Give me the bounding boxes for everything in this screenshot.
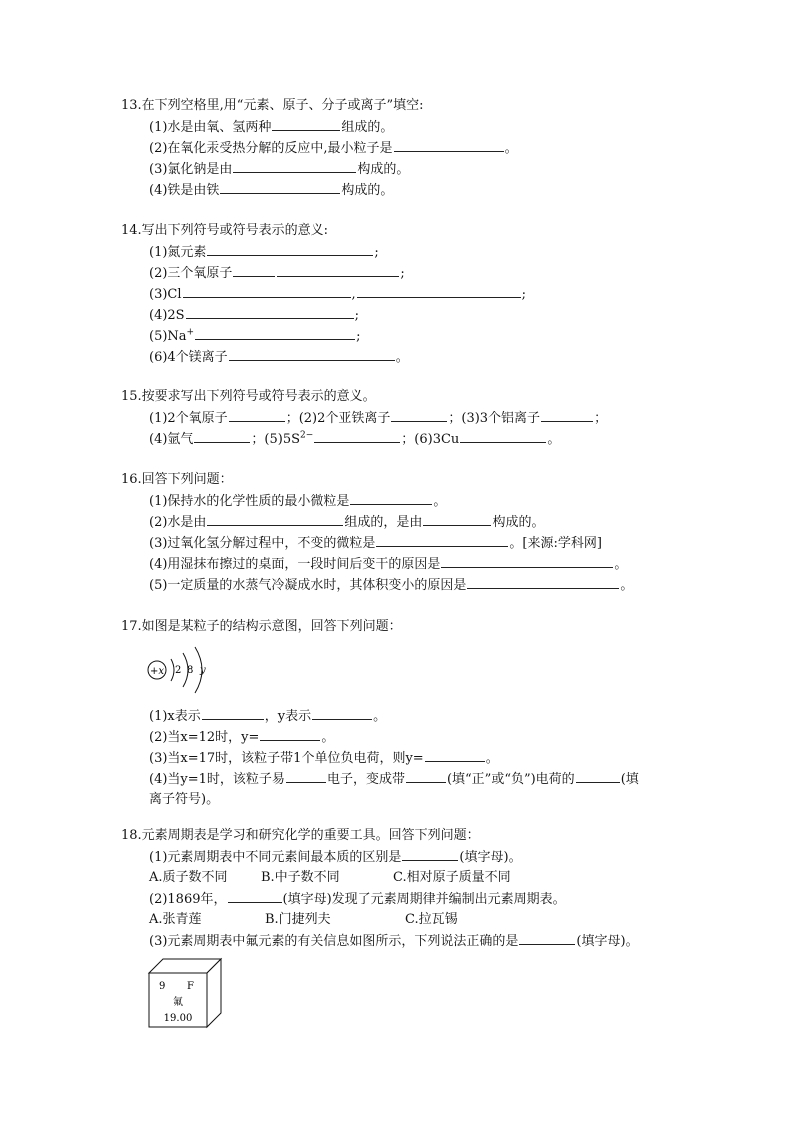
shell1-electron-count: 2 — [175, 665, 182, 676]
element-atomic-mass: 19.00 — [163, 1013, 193, 1024]
q17-blank6[interactable] — [406, 768, 446, 783]
question-17 — [121, 616, 711, 810]
q14-part6: (6)4个镁离子 。 — [121, 346, 711, 367]
q18-blank1[interactable] — [402, 846, 458, 861]
q18-part2: (2)1869年， (填字母)发现了元素周期律并编制出元素周期表。 — [121, 888, 711, 909]
q17-blank5[interactable] — [286, 768, 326, 783]
q17-part1: (1)x表示 ，y表示 。 — [121, 705, 711, 726]
q18-option1-b[interactable]: B.中子数不同 — [261, 870, 340, 885]
atom-structure-diagram-svg — [145, 637, 255, 703]
q13-blank1[interactable] — [272, 116, 340, 131]
q18-options2 — [121, 909, 711, 930]
q16-blank5[interactable] — [441, 553, 613, 568]
q18-blank2[interactable] — [228, 888, 282, 903]
q18-option2-c[interactable]: C.拉瓦锡 — [405, 912, 458, 927]
q17-part3: (3)当x=17时，该粒子带1个单位负电荷，则y= 。 — [121, 747, 711, 768]
element-atomic-number: 9 — [159, 981, 166, 992]
q13-blank2[interactable] — [394, 137, 504, 152]
q18-option2-a[interactable]: A.张青莲 — [149, 912, 202, 927]
q15-blank6[interactable] — [460, 428, 546, 443]
element-symbol: F — [187, 981, 194, 992]
q17-part2: (2)当x=12时，y= 。 — [121, 726, 711, 747]
q18-title: 18.元素周期表是学习和研究化学的重要工具。回答下列问题： — [121, 828, 480, 843]
fluorine-element-cell — [121, 951, 711, 1038]
q14-title: 14.写出下列符号或符号表示的意义: — [121, 223, 329, 238]
q17-blank1[interactable] — [202, 705, 264, 720]
q15-blank5[interactable] — [314, 428, 400, 443]
q18-option1-c[interactable]: C.相对原子质量不同 — [393, 870, 511, 885]
q17-blank7[interactable] — [576, 768, 620, 783]
q16-part2: (2)水是由 组成的，是由 构成的。 — [121, 511, 711, 532]
q14-blank3b[interactable] — [357, 283, 521, 298]
q16-blank6[interactable] — [467, 574, 619, 589]
q18-option2-b[interactable]: B.门捷列夫 — [265, 912, 331, 927]
q16-part3: (3)过氧化氢分解过程中，不变的微粒是 。[来源:学科网] — [121, 532, 711, 553]
q14-blank4[interactable] — [186, 304, 354, 319]
question-16 — [121, 469, 711, 595]
q16-title: 16.回答下列问题： — [121, 472, 233, 487]
q15-blank4[interactable] — [194, 428, 250, 443]
q13-title: 13.在下列空格里,用“元素、原子、分子或离子”填空: — [121, 98, 424, 113]
q14-blank2b[interactable] — [277, 262, 399, 277]
shell2-electron-count: 8 — [187, 665, 194, 676]
question-15 — [121, 386, 711, 449]
q18-part3: (3)元素周期表中氟元素的有关信息如图所示，下列说法正确的是 (填字母)。 — [121, 930, 711, 951]
q15-blank3[interactable] — [541, 407, 593, 422]
q17-part4: (4)当y=1时，该粒子易 电子，变成带 (填“正”或“负”)电荷的 (填 — [121, 768, 711, 789]
q16-blank3[interactable] — [423, 511, 491, 526]
q13-part3: (3)氯化钠是由 构成的。 — [121, 158, 711, 179]
q14-part1: (1)氮元素 ; — [121, 241, 711, 262]
q13-part1: (1)水是由氧、氢两种 组成的。 — [121, 116, 711, 137]
q17-blank4[interactable] — [425, 747, 485, 762]
q16-blank4[interactable] — [376, 532, 508, 547]
fluorine-element-cell-svg — [145, 955, 225, 1031]
q14-blank6[interactable] — [229, 346, 395, 361]
q13-part4: (4)铁是由铁 构成的。 — [121, 179, 711, 200]
q16-part1: (1)保持水的化学性质的最小微粒是 。 — [121, 490, 711, 511]
shell3-electron-count: y — [200, 665, 206, 676]
question-13 — [121, 95, 711, 200]
q17-blank3[interactable] — [260, 726, 320, 741]
q15-blank2[interactable] — [391, 407, 447, 422]
q17-blank2[interactable] — [312, 705, 372, 720]
q18-part1: (1)元素周期表中不同元素间最本质的区别是 (填字母)。 — [121, 846, 711, 867]
q15-row1: (1)2个氧原子 ；(2)2个亚铁离子 ；(3)3个铝离子 ； — [121, 407, 711, 428]
q13-blank3[interactable] — [233, 158, 356, 173]
q15-title: 15.按要求写出下列符号或符号表示的意义。 — [121, 389, 376, 404]
q16-part5: (5)一定质量的水蒸气冷凝成水时，其体积变小的原因是 。 — [121, 574, 711, 595]
question-14 — [121, 220, 711, 367]
q14-blank5[interactable] — [195, 325, 355, 340]
q14-blank2a[interactable] — [233, 262, 275, 277]
nucleus-charge-label: +x — [149, 666, 165, 677]
q17-part4-cont: 离子符号)。 — [149, 792, 220, 807]
q14-part2: (2)三个氧原子 ; — [121, 262, 711, 283]
q16-blank1[interactable] — [350, 490, 432, 505]
q17-title: 17.如图是某粒子的结构示意图，回答下列问题： — [121, 619, 402, 634]
q14-blank3a[interactable] — [183, 283, 351, 298]
q14-part5: (5)Na+ ; — [121, 325, 711, 346]
q18-blank3[interactable] — [519, 930, 575, 945]
shell-arc-1 — [171, 659, 174, 681]
q16-blank2[interactable] — [207, 511, 343, 526]
q15-blank1[interactable] — [229, 407, 285, 422]
q15-row2: (4)氩气 ；$(5)5S^{2-}$ ；(6)3Cu 。 — [121, 428, 711, 449]
atom-structure-diagram — [121, 637, 711, 705]
q14-blank1[interactable] — [207, 241, 373, 256]
q18-options1 — [121, 867, 711, 888]
q13-blank4[interactable] — [220, 179, 340, 194]
q13-part2: (2)在氧化汞受热分解的反应中,最小粒子是 。 — [121, 137, 711, 158]
q16-part4: (4)用湿抹布擦过的桌面，一段时间后变干的原因是 。 — [121, 553, 711, 574]
q14-part4: (4)2S ; — [121, 304, 711, 325]
q14-part3: (3)Cl , ; — [121, 283, 711, 304]
element-name: 氟 — [173, 997, 183, 1008]
question-18 — [121, 825, 711, 1038]
q18-option1-a[interactable]: A.质子数不同 — [149, 870, 228, 885]
